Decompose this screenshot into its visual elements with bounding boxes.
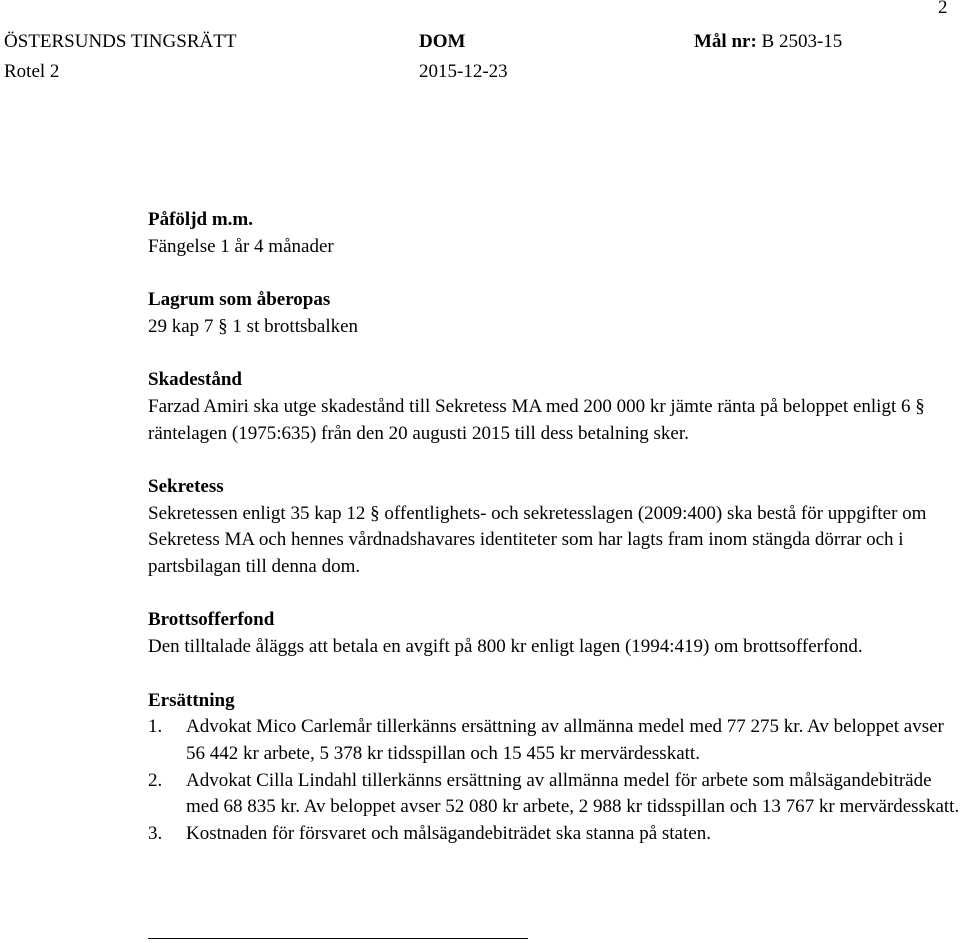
- section-brottsofferfond: [148, 607, 960, 660]
- list-item: [148, 821, 960, 848]
- list-item-number: 1.: [148, 716, 163, 738]
- list-item-text: Advokat Cilla Lindahl tillerkänns ersättning av allmänna medel för arbete som målsägandebiträde med 68 835 kr. Av beloppet avser 52 080 kr arbete, 2 988 kr tidsspillan och 13 767 kr mervärdesskatt.: [186, 769, 960, 818]
- section-sekretess: [148, 474, 960, 581]
- section-text: Sekretessen enligt 35 kap 12 § offentlighets- och sekretesslagen (2009:400) ska bestå för uppgifter om Sekretess MA och hennes vårdnadshavares identiteter som har lagts fram inom stängda dörrar och i partsbilagan till denna dom.: [148, 502, 927, 578]
- section-heading: Ersättning: [148, 689, 235, 711]
- section-heading: Brottsofferfond: [148, 609, 275, 631]
- section-heading: Skadestånd: [148, 369, 242, 391]
- section-lagrum: [148, 287, 960, 340]
- list-item-text: Kostnaden för försvaret och målsägandebiträdet ska stanna på staten.: [186, 823, 711, 845]
- case-number-row: [694, 29, 842, 55]
- case-number-label: Mål nr:: [694, 31, 757, 52]
- section-text: Farzad Amiri ska utge skadestånd till Sekretess MA med 200 000 kr jämte ränta på beloppet enligt 6 § räntelagen (1975:635) från den 20 augusti 2015 till dess betalning sker.: [148, 395, 925, 444]
- list-item: [148, 714, 960, 767]
- list-item: [148, 768, 960, 821]
- section-text: Fängelse 1 år 4 månader: [148, 235, 334, 257]
- case-number: B 2503-15: [761, 31, 843, 52]
- court-name: ÖSTERSUNDS TINGSRÄTT: [4, 31, 237, 52]
- document-date: 2015-12-23: [419, 61, 508, 82]
- page-number: 2: [938, 0, 948, 18]
- section-paafoljd: [148, 207, 960, 260]
- section-heading: Påföljd m.m.: [148, 209, 254, 230]
- section-ersattning: [148, 688, 960, 848]
- signature-line: [148, 938, 528, 939]
- list-item-text: Advokat Mico Carlemår tillerkänns ersättning av allmänna medel med 77 275 kr. Av beloppet avser 56 442 kr arbete, 5 378 kr tidsspillan och 15 455 kr mervärdesskatt.: [186, 716, 944, 764]
- document-body: [148, 207, 960, 874]
- list-item-number: 2.: [148, 769, 163, 791]
- list-item-number: 3.: [148, 823, 163, 845]
- document-type: DOM: [419, 31, 466, 52]
- section-heading: Sekretess: [148, 475, 224, 497]
- division: Rotel 2: [4, 61, 60, 82]
- section-text: 29 kap 7 § 1 st brottsbalken: [148, 315, 359, 337]
- compensation-list: [148, 714, 960, 848]
- section-skadestand: [148, 367, 960, 447]
- section-heading: Lagrum som åberopas: [148, 289, 331, 311]
- section-text: Den tilltalade åläggs att betala en avgift på 800 kr enligt lagen (1994:419) om brottsofferfond.: [148, 636, 863, 658]
